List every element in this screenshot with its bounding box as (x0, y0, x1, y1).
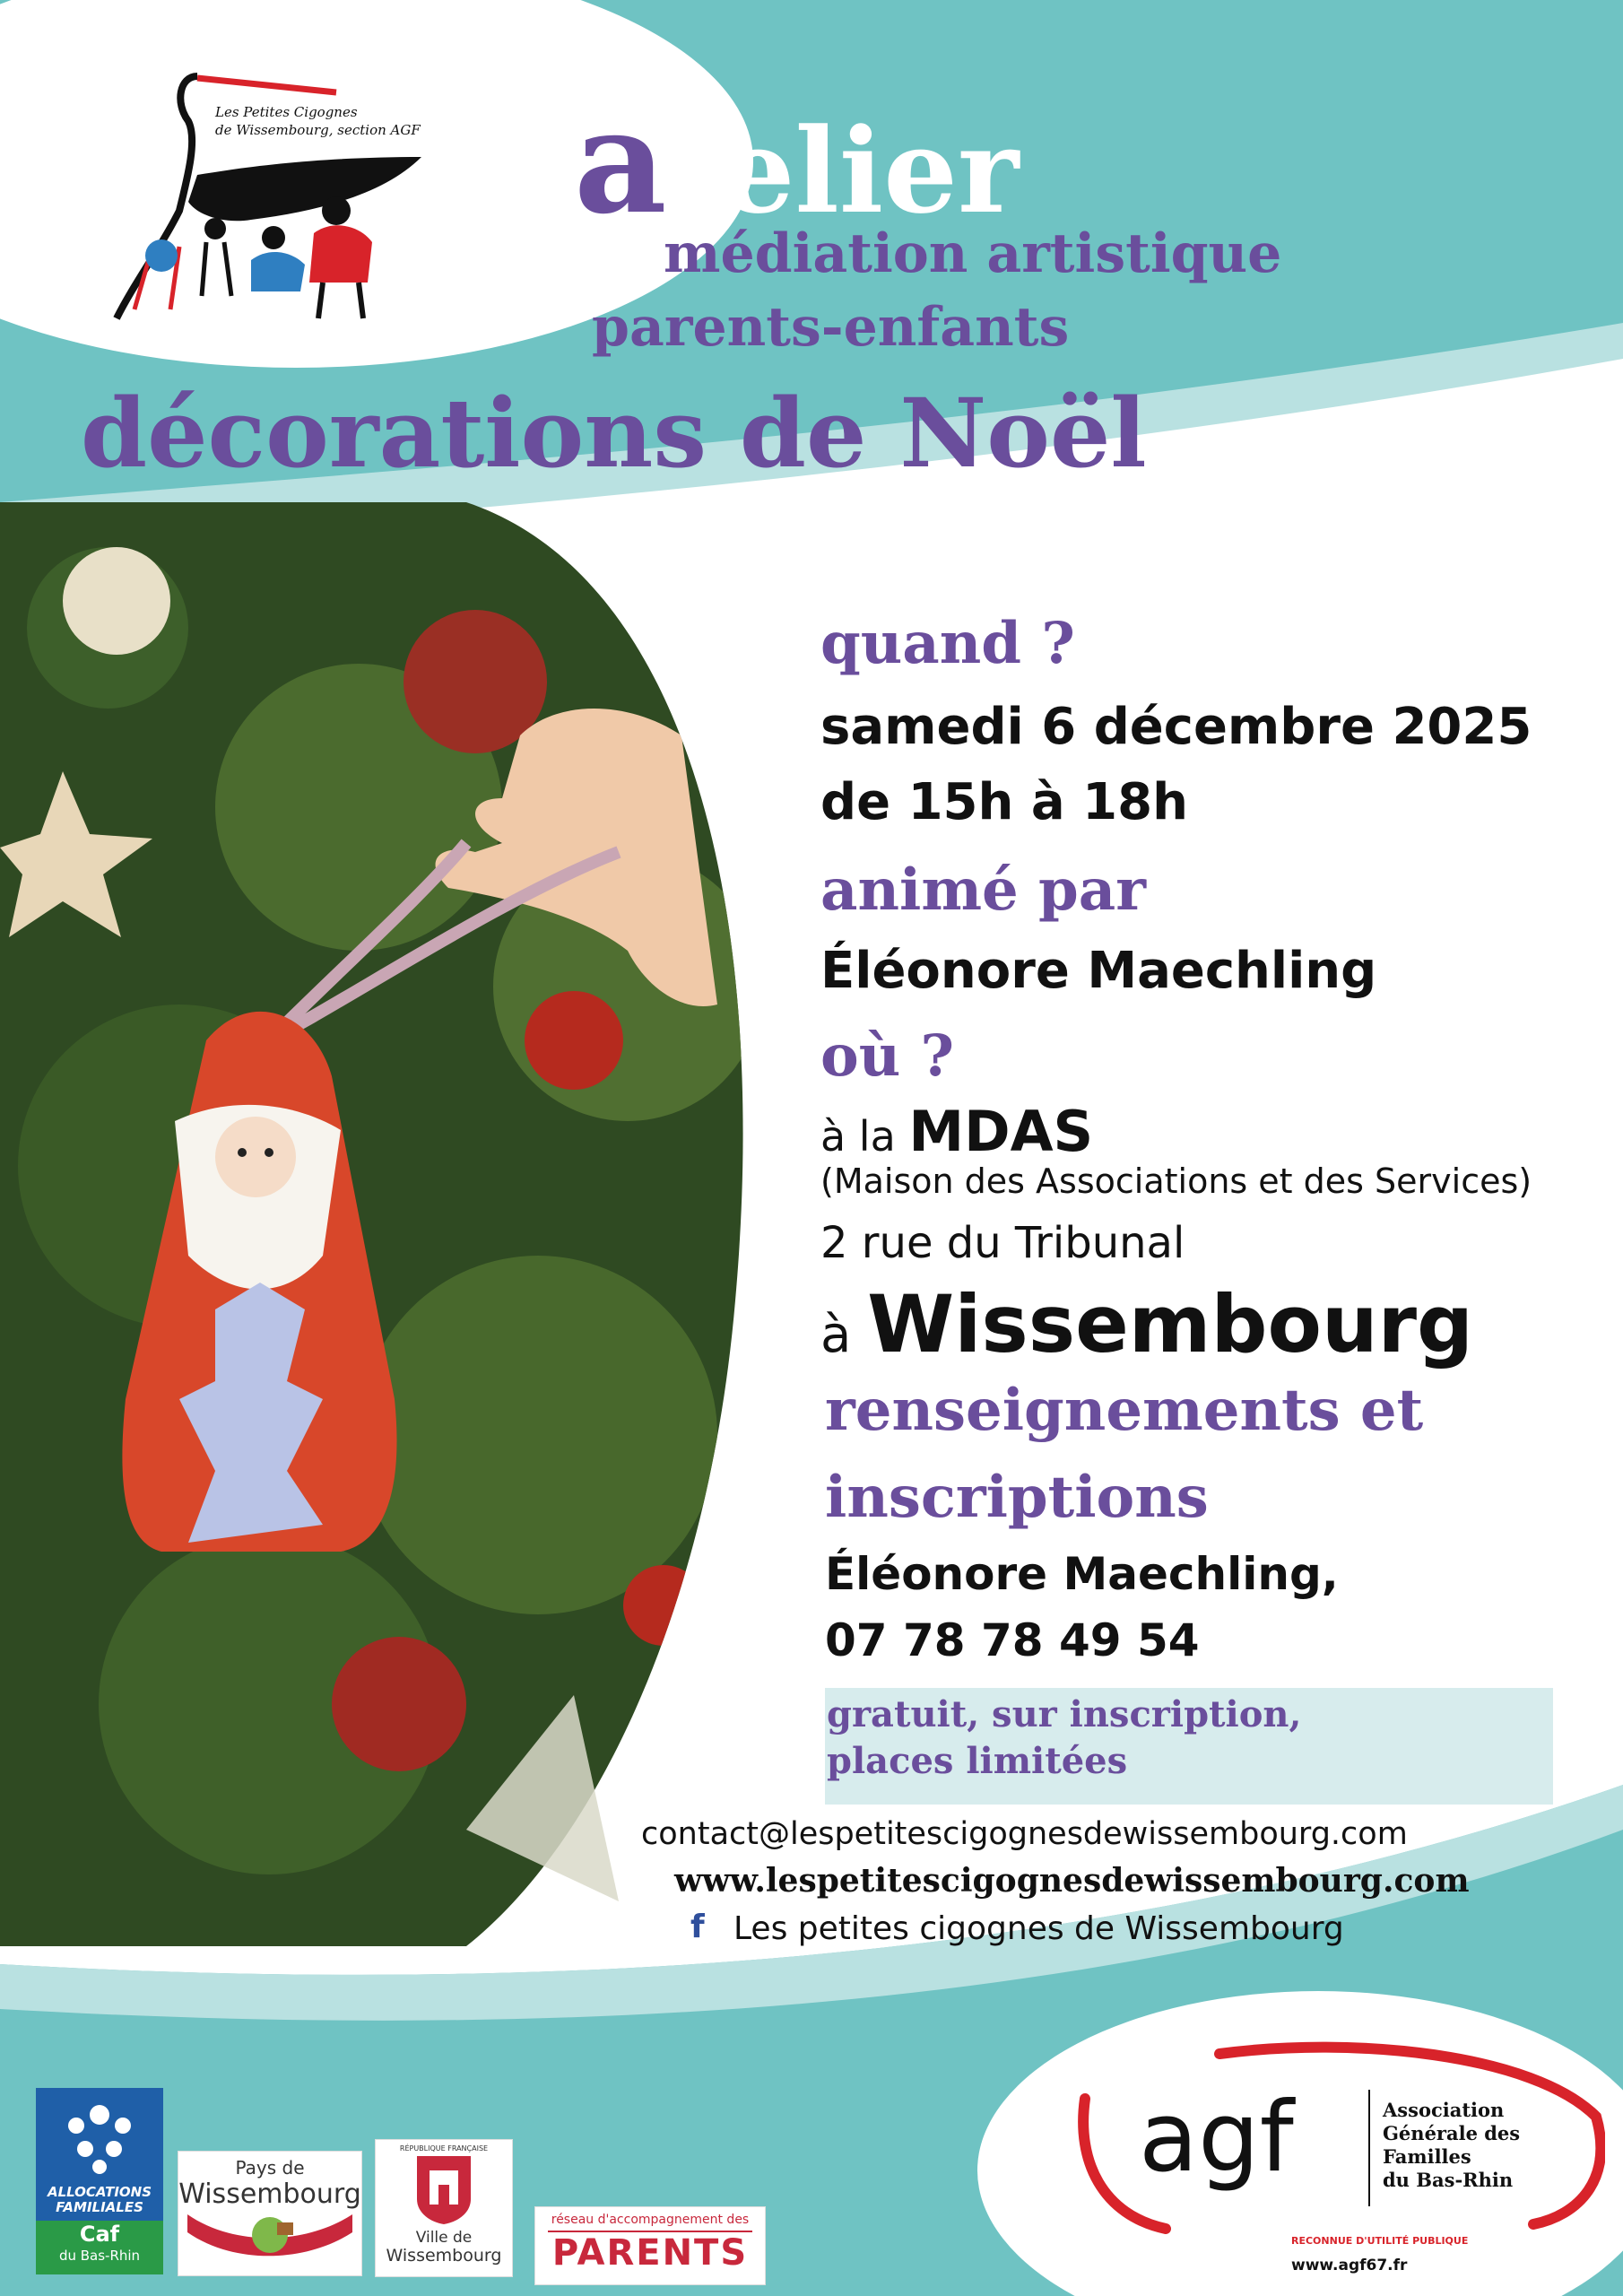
reseau-text-2: PARENTS (551, 2232, 749, 2274)
ville-text-1: Ville de (415, 2229, 473, 2247)
agf-line4: du Bas-Rhin (1383, 2169, 1514, 2191)
agf-wordmark: agf (1139, 2082, 1294, 2194)
pays-text-2: Wissembourg (178, 2179, 361, 2210)
contact-name: Éléonore Maechling, (825, 1548, 1339, 1600)
when-label: quand ? (820, 610, 1075, 677)
pays-text-1: Pays de (235, 2157, 305, 2179)
title-rest: telier (666, 102, 1020, 239)
caf-text-4: du Bas-Rhin (58, 2248, 141, 2264)
city-name: Wissembourg (867, 1278, 1473, 1370)
place-name: MDAS (908, 1099, 1094, 1164)
agf-tagline: RECONNUE D'UTILITÉ PUBLIQUE (1291, 2235, 1469, 2247)
title-initial: a (574, 77, 667, 246)
agf-url[interactable]: www.agf67.fr (1291, 2257, 1408, 2274)
pays-wissembourg-logo (178, 2151, 362, 2276)
caf-text-3: Caf (79, 2222, 120, 2247)
agf-line2: Générale des (1383, 2122, 1521, 2144)
info-note-box (825, 1688, 1553, 1805)
title-atelier (574, 77, 1020, 246)
facebook-icon: f (690, 1909, 705, 1945)
logo-text-line2: de Wissembourg, section AGF (215, 122, 421, 138)
agf-line1: Association (1383, 2099, 1505, 2121)
title-line2: médiation artistique (664, 222, 1282, 285)
caf-text-2: FAMILIALES (56, 2199, 143, 2215)
caf-logo (36, 2088, 163, 2274)
ville-top-text: RÉPUBLIQUE FRANÇAISE (399, 2144, 489, 2152)
reseau-parents-logo (534, 2206, 766, 2285)
pays-landscape-icon (178, 2210, 361, 2264)
contact-email[interactable]: contact@lespetitescigognesdewissembourg.com (641, 1816, 1408, 1852)
ville-crest-icon (376, 2152, 512, 2226)
host-name: Éléonore Maechling (820, 942, 1377, 1000)
where-label: où ? (820, 1022, 954, 1090)
event-date: samedi 6 décembre 2025 (820, 698, 1532, 756)
contact-website[interactable]: www.lespetitescigognesdewissembourg.com (674, 1862, 1470, 1900)
agf-divider (1368, 2090, 1370, 2206)
city-line (820, 1278, 1473, 1370)
place-full: (Maison des Associations et des Services) (820, 1161, 1532, 1201)
facebook-link[interactable]: Les petites cigognes de Wissembourg (733, 1910, 1344, 1947)
title-line3: parents-enfants (592, 296, 1070, 359)
ville-wissembourg-logo (375, 2139, 513, 2277)
logo-text-line1: Les Petites Cigognes (215, 104, 358, 120)
agf-line3: Familles (1383, 2145, 1471, 2168)
contact-phone: 07 78 78 49 54 (825, 1614, 1200, 1666)
city-prefix: à (820, 1306, 868, 1364)
agf-logo-block (1067, 2036, 1605, 2287)
note-line1: gratuit, sur inscription, (827, 1693, 1302, 1735)
caf-people-icon (36, 2088, 163, 2187)
host-label: animé par (820, 857, 1146, 924)
place-prefix: à la (820, 1112, 909, 1161)
caf-text-1: ALLOCATIONS (47, 2184, 152, 2200)
cigognes-logo (99, 67, 475, 336)
place-line (820, 1099, 1093, 1164)
info-label-2: inscriptions (825, 1464, 1209, 1531)
note-line2: places limitées (827, 1740, 1128, 1782)
reseau-text-1: réseau d'accompagnement des (551, 2213, 750, 2227)
ville-text-2: Wissembourg (386, 2246, 502, 2266)
street: 2 rue du Tribunal (820, 1218, 1185, 1268)
info-label-1: renseignements et (825, 1377, 1424, 1444)
event-time: de 15h à 18h (820, 773, 1188, 831)
title-main: décorations de Noël (81, 377, 1147, 489)
